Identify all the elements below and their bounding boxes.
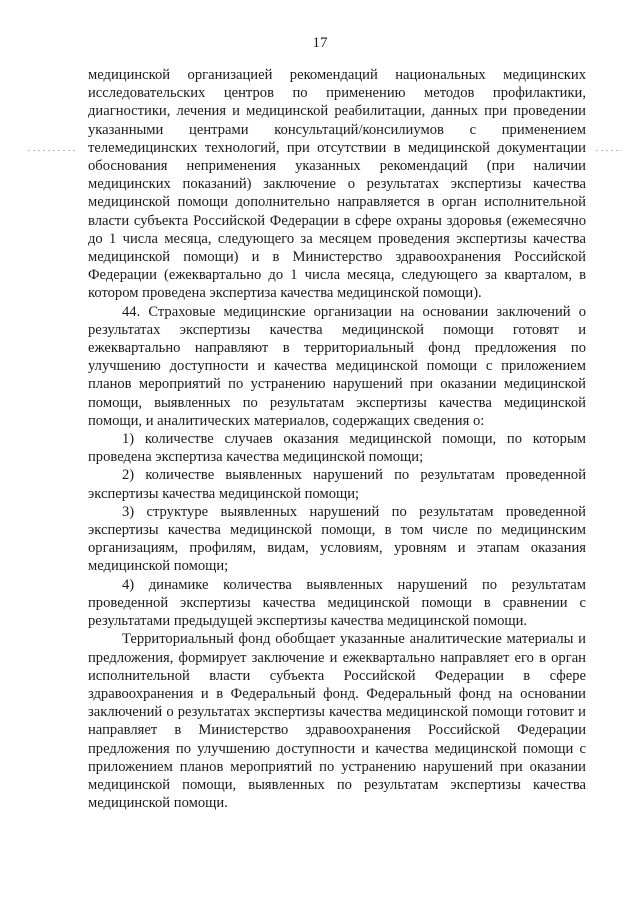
paragraph-continuation: медицинской организацией рекомендаций национальных медицинских исследовательских центров по применению методов профилактики, диагностики, лечения и медицинской реабилитации, данных при проведении указанными центрами консультаций/консилиумов с применением телемедицинских технологий, при отсутствии в медицинской документации обоснования неприменения указанных рекомендаций (при наличии медицинских показаний) заключение о результатах экспертизы качества медицинской помощи дополнительно направляется в орган исполнительной власти субъекта Российской Федерации в сфере охраны здоровья (ежемесячно до 1 числа месяца, следующего за месяцем проведения экспертизы качества медицинской помощи) и в Министерство здравоохранения Российской Федерации (ежеквартально до 1 числа месяца, следующего за кварталом, в котором проведена экспертиза качества медицинской помощи). [88,67,586,302]
paragraph-item-44: 44. Страховые медицинские организации на основании заключений о результатах экспертизы качества медицинской помощи готовят и ежеквартально направляют в территориальный фонд предложения по улучшению доступности и качества медицинской помощи с приложением планов мероприятий по устранению нарушений при оказании медицинской помощи, выявленных по результатам экспертизы качества медицинской помощи, и аналитических материалов, содержащих сведения о: [88,303,586,429]
list-item-2: 2) количестве выявленных нарушений по результатам проведенной экспертизы качества медицинской помощи; [88,467,586,502]
page-number: 17 [312,35,328,51]
list-item-1: 1) количестве случаев оказания медицинской помощи, по которым проведена экспертиза качества медицинской помощи; [88,431,586,466]
scan-artifact-right [596,150,622,151]
list-item-4: 4) динамике количества выявленных нарушений по результатам проведенной экспертизы качества медицинской помощи в сравнении с результатами предыдущей экспертизы качества медицинской помощи. [88,576,586,630]
paragraph-territorial-fund: Территориальный фонд обобщает указанные аналитические материалы и предложения, формирует заключение и ежеквартально направляет его в орган исполнительной власти субъекта Российской Федерации в сфере здравоохранения и в Федеральный фонд. Федеральный фонд на основании заключений о результатах экспертизы качества медицинской помощи готовит и направляет в Министерство здравоохранения Российской Федерации предложения по улучшению доступности и качества медицинской помощи с приложением планов мероприятий по устранению нарушений при оказании медицинской помощи, выявленных по результатам экспертизы качества медицинской помощи. [88,631,586,812]
document-body [88,66,586,812]
list-item-3: 3) структуре выявленных нарушений по результатам проведенной экспертизы качества медицинской помощи, в том числе по медицинским организациям, профилям, видам, условиям, уровням и этапам оказания медицинской помощи; [88,503,586,575]
scan-artifact-left [28,150,78,151]
